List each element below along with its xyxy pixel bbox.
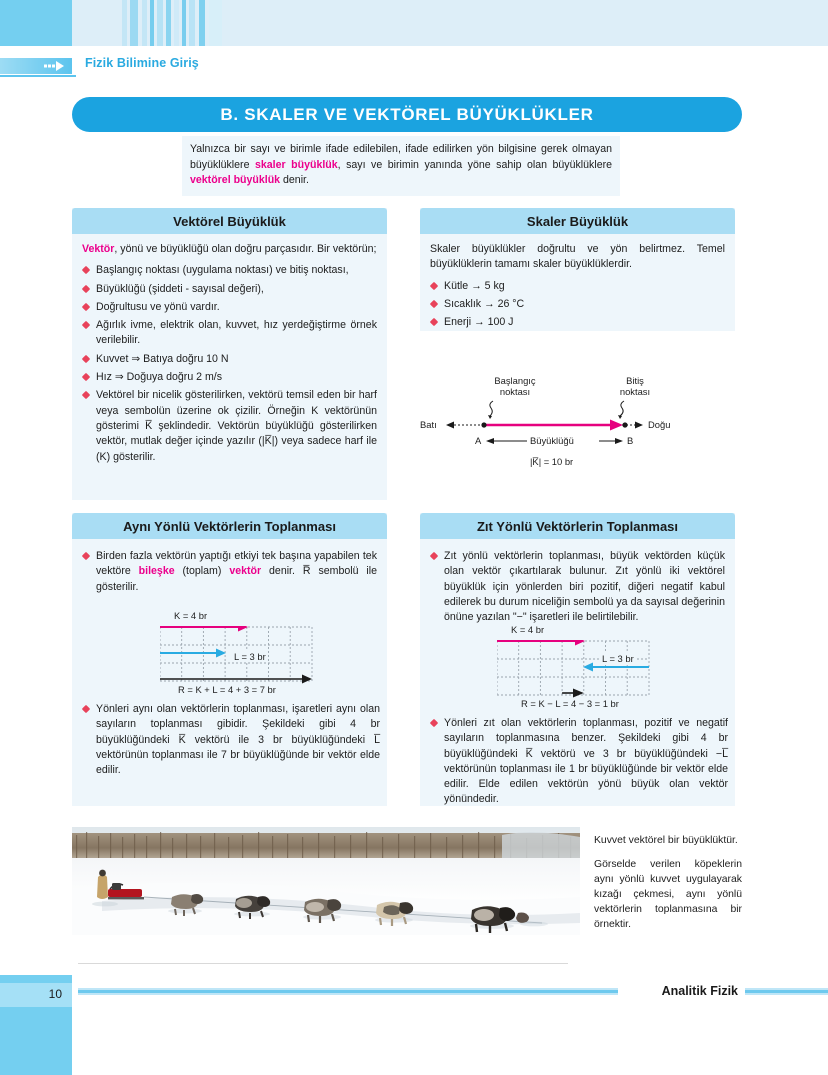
caption-paragraph-2: Görselde verilen köpeklerin aynı yönlü kuvvet uygulayarak kızağı çekmesi, aynı yönlü vektörlerin toplanmasına bir örnektir. [594, 859, 742, 930]
bullet-text: Vektörel bir nicelik gösterilirken, vektörü temsil eden bir harf veya sembolün üzerine ok çizilir. Örneğin K vektörünün gösterimi K̅ şeklindedir. Vektörün büyüklüğü gösterilirken vektör, mutlak değer içinde yazılır (|K̅|) veya sadece harf ile (K) gösterilir. [96, 389, 377, 463]
list-item [430, 297, 725, 312]
diamond-bullet-icon [430, 719, 438, 727]
page-sidebar [0, 975, 72, 1075]
diamond-bullet-icon [82, 355, 90, 363]
running-header [0, 56, 828, 82]
opposite-dir-l-label: L = 3 br [602, 653, 634, 664]
card-ayni-yonlu-bullets-top [82, 549, 377, 595]
card-skaler-body [420, 234, 735, 343]
lead-rest-text: , yönü ve büyüklüğü olan doğru parçasıdır. Bir vektörün; [114, 243, 377, 255]
top-stripe-8 [182, 0, 186, 46]
end-label-line2: noktası [619, 386, 651, 397]
diamond-bullet-icon [82, 552, 90, 560]
header-tab-underline [0, 75, 76, 77]
list-item [430, 279, 725, 294]
diamond-bullet-icon [82, 303, 90, 311]
list-item [430, 716, 728, 808]
bullet-text: Sıcaklık → 26 °C [444, 297, 525, 310]
vecdef-magnitude-label: Büyüklüğü [530, 435, 574, 446]
start-label-line1: Başlangıç [494, 375, 536, 386]
bullet-text: Büyüklüğü (şiddeti - sayısal değeri), [96, 282, 264, 295]
card-ayni-yonlu-title: Aynı Yönlü Vektörlerin Toplanması [123, 518, 336, 534]
top-stripe-9 [189, 0, 195, 46]
bullet-text: Yönleri zıt olan vektörlerin toplanması, pozitif ve negatif sayıların toplanmasına benzer. Şekildeki gibi 4 br büyüklüğündeki K̅ vektörü ve 3 br büyüklüğündeki −L̅ vektörünün toplanması ile 1 br büyüklüğünde bir vektör elde edilir. Elde edilen vektörün yönü büyük olan vektör yönündedir. [444, 717, 728, 806]
top-stripe-3 [142, 0, 147, 46]
bullet-text: Enerji → 100 J [444, 316, 514, 329]
bullet-text: Kütle → 5 kg [444, 279, 505, 292]
diamond-bullet-icon [430, 318, 438, 326]
top-stripe-2 [130, 0, 138, 46]
vecdef-point-a: A [475, 435, 482, 446]
diamond-bullet-icon [82, 373, 90, 381]
bullet-highlight-bileske: bileşke [138, 565, 175, 578]
vecdef-magnitude-value: |K̅| = 10 br [530, 456, 574, 467]
intro-highlight-skaler: skaler büyüklük [255, 158, 338, 171]
card-ayni-yonlu-body [72, 539, 387, 608]
diamond-bullet-icon [82, 705, 90, 713]
card-ayni-yonlu-header [72, 513, 387, 539]
bullet-highlight-vektor: vektör [229, 565, 262, 578]
bullet-text: Doğrultusu ve yönü vardır. [96, 300, 220, 313]
intro-text-1: Yalnızca bir sayı ve birimle ifade edilebilen, ifade edilirken yön bilgisine gerek olmayan büyüklüklere [190, 143, 612, 171]
card-skaler-title: Skaler Büyüklük [526, 213, 629, 229]
diamond-bullet-icon [430, 300, 438, 308]
card-zit-yonlu-bullets-bottom [430, 716, 728, 811]
intro-paragraph [182, 136, 620, 196]
list-item [82, 300, 377, 315]
bullet-text: Birden fazla vektörün yaptığı etkiyi tek başına yapabilen tek vektöre [96, 550, 377, 578]
same-dir-l-label: L = 3 br [234, 651, 266, 662]
top-stripe-10 [199, 0, 205, 46]
card-vektorel-buyukluk [72, 208, 387, 500]
same-dir-k-label: K = 4 br [174, 610, 208, 621]
list-item [82, 282, 377, 297]
list-item [430, 315, 725, 330]
list-item [82, 263, 377, 278]
card-skaler-buyukluk [420, 208, 735, 331]
card-vektorel-header [72, 208, 387, 234]
diamond-bullet-icon [430, 552, 438, 560]
footer-rule-right [745, 988, 828, 995]
vecdef-end-label [600, 375, 670, 397]
footer-rule-left [78, 988, 618, 995]
top-stripe-4 [150, 0, 154, 46]
bullet-text: Hız ⇒ Doğuya doğru 2 m/s [96, 371, 223, 384]
card-zit-yonlu-title: Zıt Yönlü Vektörlerin Toplanması [476, 518, 679, 534]
opposite-dir-r-label: R = K − L = 4 − 3 = 1 br [521, 698, 619, 709]
section-banner-title: B. SKALER VE VEKTÖREL BÜYÜKLÜKLER [220, 104, 594, 124]
list-item [82, 549, 377, 595]
footer-divider-line [78, 963, 568, 964]
top-stripe-5 [157, 0, 163, 46]
same-dir-r-label: R = K + L = 4 + 3 = 7 br [178, 684, 276, 695]
card-ayni-yonlu-bullets-bottom [82, 702, 380, 781]
end-label-line1: Bitiş [626, 375, 644, 386]
card-vektorel-title: Vektörel Büyüklük [173, 213, 286, 229]
card-skaler-header [420, 208, 735, 234]
list-item [82, 702, 380, 778]
top-stripe-1 [122, 0, 127, 46]
vecdef-west-label: Batı [420, 419, 437, 430]
card-zit-yonlu-bullets-top [430, 549, 725, 625]
card-skaler-lead: Skaler büyüklükler doğrultu ve yön belirtmez. Temel büyüklüklerin tamamı skaler büyüklüklerdir. [430, 243, 725, 271]
caption-paragraph-1: Kuvvet vektörel bir büyüklüktür. [594, 835, 738, 846]
footer-book-title: Analitik Fizik [661, 984, 738, 998]
card-skaler-bullets [430, 279, 725, 331]
top-stripe-6 [166, 0, 171, 46]
diamond-bullet-icon [82, 391, 90, 399]
card-vektorel-body [72, 234, 387, 478]
same-direction-diagram [160, 610, 350, 695]
top-band-solid-block [0, 0, 72, 46]
diamond-bullet-icon [82, 284, 90, 292]
card-vektorel-bullets [82, 263, 377, 465]
bullet-text: denir. R̅ sembolü ile gösterilir. [96, 565, 377, 593]
vecdef-east-label: Doğu [648, 419, 671, 430]
list-item [430, 549, 725, 625]
card-vektorel-lead [82, 242, 377, 257]
bullet-text: Yönleri aynı olan vektörlerin toplanması, işaretleri aynı olan sayıların toplanması gibidir. Şekildeki gibi 4 br büyüklüğündeki K̅ vektörü ile 3 br büyüklüğündeki L̅ vektörünün toplanması ile 7 br büyüklüğünde bir vektör elde edilir. [96, 703, 380, 777]
top-decoration-band [0, 0, 828, 46]
intro-highlight-vektorel: vektörel büyüklük [190, 174, 281, 186]
card-zit-yonlu-body [420, 539, 735, 638]
bullet-text: (toplam) [174, 565, 230, 578]
list-item [82, 370, 377, 385]
bullet-text: Zıt yönlü vektörlerin toplanması, büyük vektörden küçük olan vektör çıkartılarak bulunur. Zıt yönlü iki vektörel büyüklük için yönlerden biri pozitif, diğeri negatif kabul edilerek bu durum niceliğin sembolü ya da sayısal değerinin önüne yazılan "−" işaretleri ile belirtilebilir. [444, 550, 725, 624]
list-item [82, 318, 377, 349]
dog-sled-photo [72, 827, 580, 935]
diamond-bullet-icon [82, 266, 90, 274]
intro-text-3: denir. [280, 174, 309, 186]
photo-caption [594, 833, 742, 932]
page-number: 10 [48, 987, 62, 1001]
vector-definition-diagram [420, 370, 740, 485]
section-banner [72, 97, 742, 132]
vecdef-start-label [475, 375, 555, 397]
top-stripe-11 [209, 0, 222, 46]
vecdef-point-b: B [627, 435, 634, 446]
list-item [82, 352, 377, 367]
opposite-direction-diagram [497, 624, 687, 709]
card-zit-yonlu-header [420, 513, 735, 539]
start-label-line2: noktası [499, 386, 531, 397]
top-stripe-7 [174, 0, 179, 46]
list-item [82, 388, 377, 464]
intro-text-2: , sayı ve birimin yanında yöne sahip olan büyüklüklere [337, 158, 612, 171]
lead-highlight-vektor: Vektör [82, 243, 115, 255]
opposite-dir-k-label: K = 4 br [511, 624, 545, 635]
diamond-bullet-icon [430, 281, 438, 289]
running-header-title: Fizik Bilimine Giriş [85, 56, 199, 70]
bullet-text: Kuvvet ⇒ Batıya doğru 10 N [96, 352, 229, 365]
bullet-text: Başlangıç noktası (uygulama noktası) ve bitiş noktası, [96, 264, 349, 277]
bullet-text: Ağırlık ivme, elektrik olan, kuvvet, hız yerdeğiştirme örnek verilebilir. [96, 319, 377, 347]
arrow-right-icon [44, 60, 66, 72]
diamond-bullet-icon [82, 321, 90, 329]
